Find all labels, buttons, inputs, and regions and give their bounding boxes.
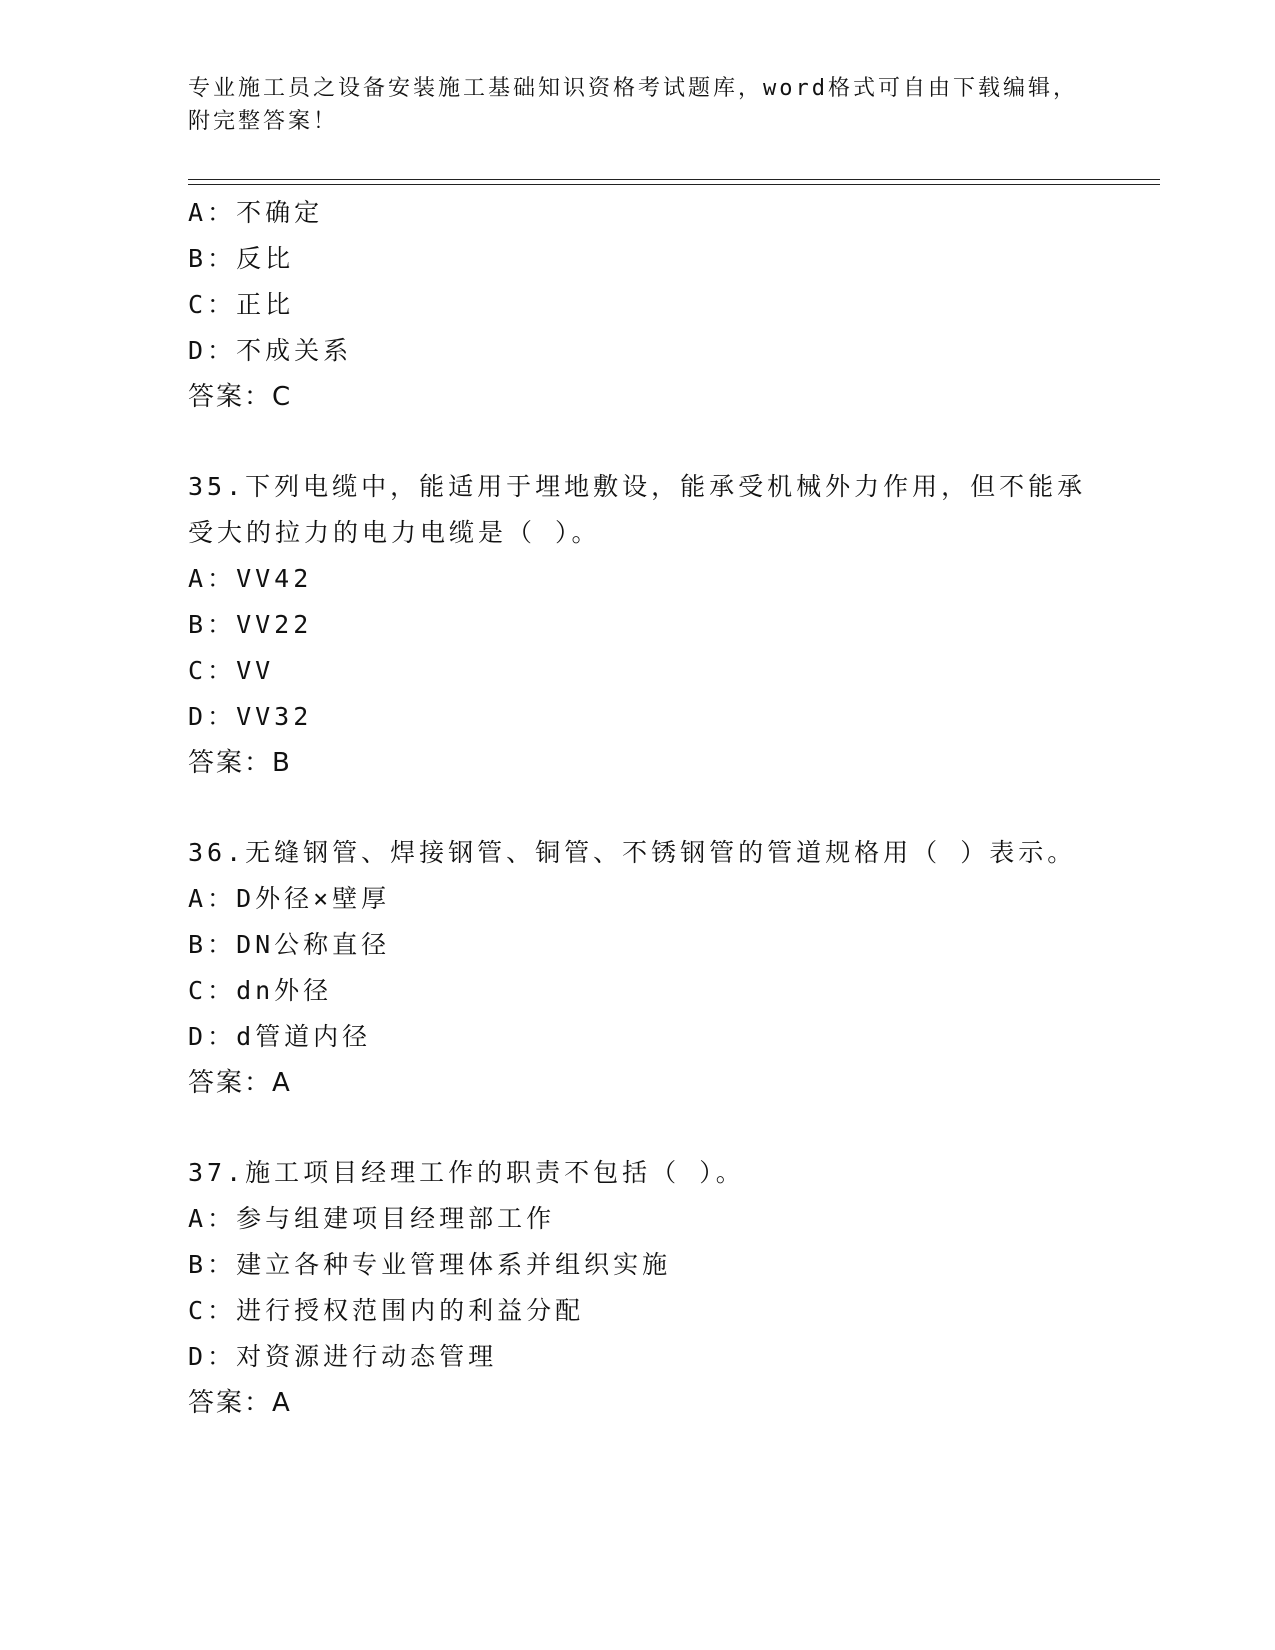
option-c — [188, 648, 1148, 694]
question-34 — [188, 190, 1148, 420]
option-label: A： — [188, 198, 237, 227]
option-c — [188, 968, 1148, 1014]
option-a — [188, 556, 1148, 602]
option-d — [188, 694, 1148, 740]
header-line-2: 附完整答案！ — [188, 109, 339, 134]
answer-line: 答案：C — [188, 382, 293, 412]
option-a — [188, 1196, 1148, 1242]
header-divider-top — [188, 179, 1160, 180]
option-text: 对资源进行动态管理 — [236, 1342, 498, 1371]
question-title-continued: 受大的拉力的电力电缆是（ ）。 — [188, 518, 601, 547]
option-b — [188, 236, 1148, 282]
option-text: 不成关系 — [236, 336, 353, 365]
option-label: C： — [188, 656, 237, 685]
option-text: DN公称直径 — [236, 930, 391, 959]
option-d — [188, 1334, 1148, 1380]
option-text: 反比 — [236, 244, 295, 273]
answer-line: 答案：A — [188, 1068, 292, 1098]
option-a — [188, 190, 1148, 236]
option-c — [188, 1288, 1148, 1334]
question-title: 37.施工项目经理工作的职责不包括（ ）。 — [188, 1158, 745, 1187]
option-d — [188, 1014, 1148, 1060]
option-b — [188, 1242, 1148, 1288]
question-37 — [188, 1150, 1148, 1426]
answer-line: 答案：A — [188, 1388, 292, 1418]
option-label: A： — [188, 884, 237, 913]
option-label: A： — [188, 564, 237, 593]
option-text: dn外径 — [236, 976, 333, 1005]
question-title: 35.下列电缆中，能适用于埋地敷设，能承受机械外力作用，但不能承 — [188, 472, 1087, 501]
option-label: A： — [188, 1204, 237, 1233]
option-b — [188, 602, 1148, 648]
option-label: B： — [188, 1250, 237, 1279]
option-label: C： — [188, 290, 237, 319]
option-text: VV42 — [236, 564, 313, 593]
option-a — [188, 876, 1148, 922]
option-b — [188, 922, 1148, 968]
spacer — [188, 420, 1148, 464]
option-text: 参与组建项目经理部工作 — [236, 1204, 556, 1233]
option-text: 建立各种专业管理体系并组织实施 — [236, 1250, 672, 1279]
option-label: C： — [188, 1296, 237, 1325]
option-text: d管道内径 — [236, 1022, 372, 1051]
option-text: VV32 — [236, 702, 313, 731]
answer-line: 答案：B — [188, 748, 292, 778]
header-line-1: 专业施工员之设备安装施工基础知识资格考试题库，word格式可自由下载编辑， — [188, 76, 1078, 101]
option-d — [188, 328, 1148, 374]
question-36 — [188, 830, 1148, 1106]
option-text: 进行授权范围内的利益分配 — [236, 1296, 585, 1325]
option-label: D： — [188, 702, 237, 731]
spacer — [188, 786, 1148, 830]
option-text: VV — [236, 656, 275, 685]
question-list — [188, 190, 1148, 1426]
question-title: 36.无缝钢管、焊接钢管、铜管、不锈钢管的管道规格用（ ）表示。 — [188, 838, 1077, 867]
spacer — [188, 1106, 1148, 1150]
option-text: 不确定 — [236, 198, 324, 227]
document-header — [188, 72, 1088, 138]
option-label: C： — [188, 976, 237, 1005]
option-label: D： — [188, 336, 237, 365]
option-label: B： — [188, 930, 237, 959]
option-text: D外径×壁厚 — [236, 884, 391, 913]
option-text: 正比 — [236, 290, 295, 319]
option-label: B： — [188, 244, 237, 273]
option-label: B： — [188, 610, 237, 639]
option-label: D： — [188, 1342, 237, 1371]
header-divider-bottom — [188, 184, 1160, 185]
option-text: VV22 — [236, 610, 313, 639]
option-label: D： — [188, 1022, 237, 1051]
question-35 — [188, 464, 1148, 786]
option-c — [188, 282, 1148, 328]
